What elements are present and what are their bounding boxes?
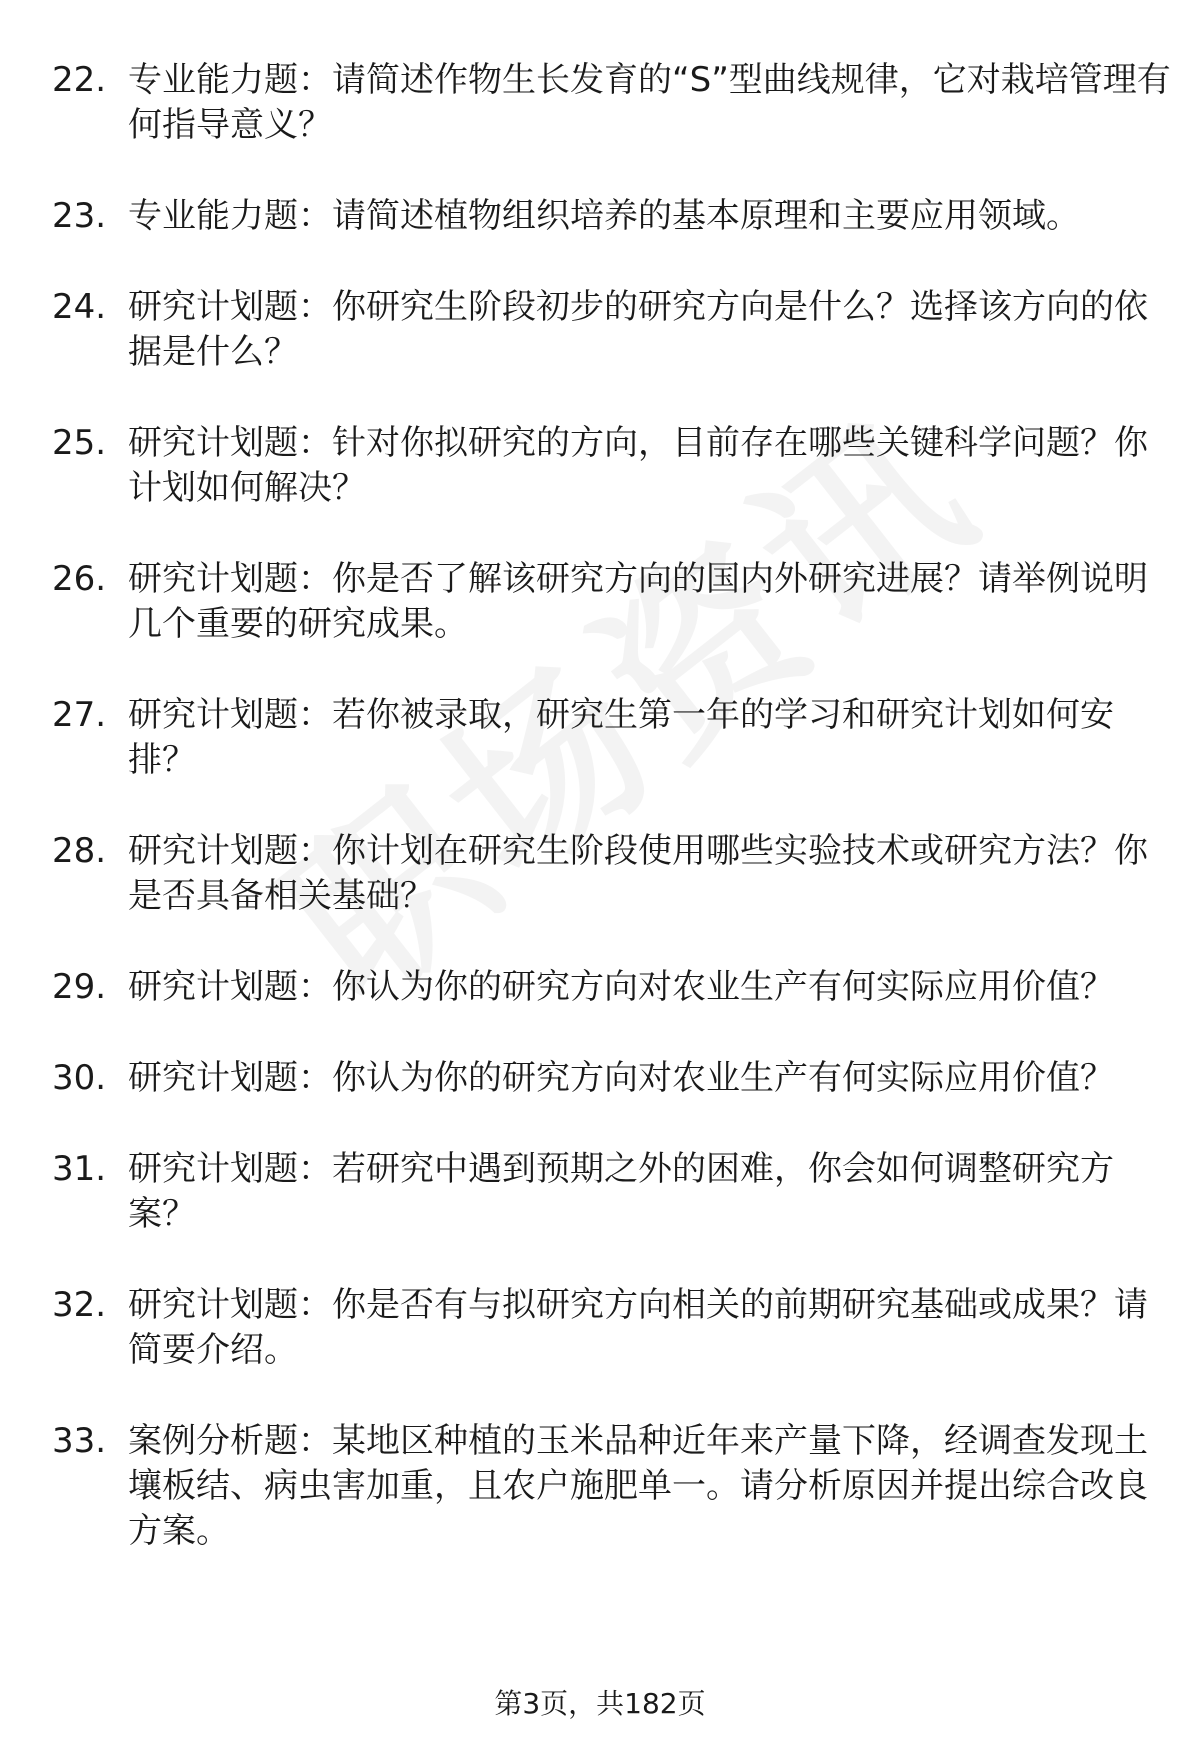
question-text: 研究计划题：针对你拟研究的方向，目前存在哪些关键科学问题？你计划如何解决？ bbox=[128, 423, 1148, 508]
question-item-33 bbox=[52, 1419, 1172, 1554]
question-text: 研究计划题：你认为你的研究方向对农业生产有何实际应用价值？ bbox=[128, 967, 1114, 1007]
question-number: 29. bbox=[52, 967, 107, 1007]
question-item-25 bbox=[52, 421, 1172, 511]
question-text: 专业能力题：请简述植物组织培养的基本原理和主要应用领域。 bbox=[128, 196, 1080, 236]
question-item-27 bbox=[52, 693, 1172, 783]
question-text: 研究计划题：你研究生阶段初步的研究方向是什么？选择该方向的依据是什么？ bbox=[128, 287, 1148, 372]
question-text: 案例分析题：某地区种植的玉米品种近年来产量下降，经调查发现土壤板结、病虫害加重，且农户施肥单一。请分析原因并提出综合改良方案。 bbox=[128, 1421, 1148, 1551]
question-list bbox=[52, 58, 1172, 1600]
question-number: 25. bbox=[52, 423, 107, 463]
question-number: 23. bbox=[52, 196, 107, 236]
question-text: 研究计划题：你认为你的研究方向对农业生产有何实际应用价值？ bbox=[128, 1058, 1114, 1098]
question-text: 研究计划题：若你被录取，研究生第一年的学习和研究计划如何安排？ bbox=[128, 695, 1114, 780]
question-item-23 bbox=[52, 194, 1172, 239]
question-number: 22. bbox=[52, 60, 107, 100]
question-number: 26. bbox=[52, 559, 107, 599]
question-number: 27. bbox=[52, 695, 107, 735]
question-number: 30. bbox=[52, 1058, 107, 1098]
question-text: 研究计划题：若研究中遇到预期之外的困难，你会如何调整研究方案？ bbox=[128, 1149, 1114, 1234]
question-item-32 bbox=[52, 1283, 1172, 1373]
question-item-28 bbox=[52, 829, 1172, 919]
question-item-30 bbox=[52, 1056, 1172, 1101]
question-number: 33. bbox=[52, 1421, 107, 1461]
question-item-22 bbox=[52, 58, 1172, 148]
question-text: 研究计划题：你是否有与拟研究方向相关的前期研究基础或成果？请简要介绍。 bbox=[128, 1285, 1148, 1370]
question-item-26 bbox=[52, 557, 1172, 647]
question-number: 32. bbox=[52, 1285, 107, 1325]
question-item-31 bbox=[52, 1147, 1172, 1237]
question-number: 28. bbox=[52, 831, 107, 871]
question-text: 研究计划题：你是否了解该研究方向的国内外研究进展？请举例说明几个重要的研究成果。 bbox=[128, 559, 1148, 644]
question-number: 31. bbox=[52, 1149, 107, 1189]
question-number: 24. bbox=[52, 287, 107, 327]
question-text: 研究计划题：你计划在研究生阶段使用哪些实验技术或研究方法？你是否具备相关基础？ bbox=[128, 831, 1148, 916]
page-footer: 第3页，共182页 bbox=[494, 1687, 706, 1720]
question-text: 专业能力题：请简述作物生长发育的“S”型曲线规律，它对栽培管理有何指导意义？ bbox=[128, 60, 1171, 145]
question-item-24 bbox=[52, 285, 1172, 375]
question-item-29 bbox=[52, 965, 1172, 1010]
